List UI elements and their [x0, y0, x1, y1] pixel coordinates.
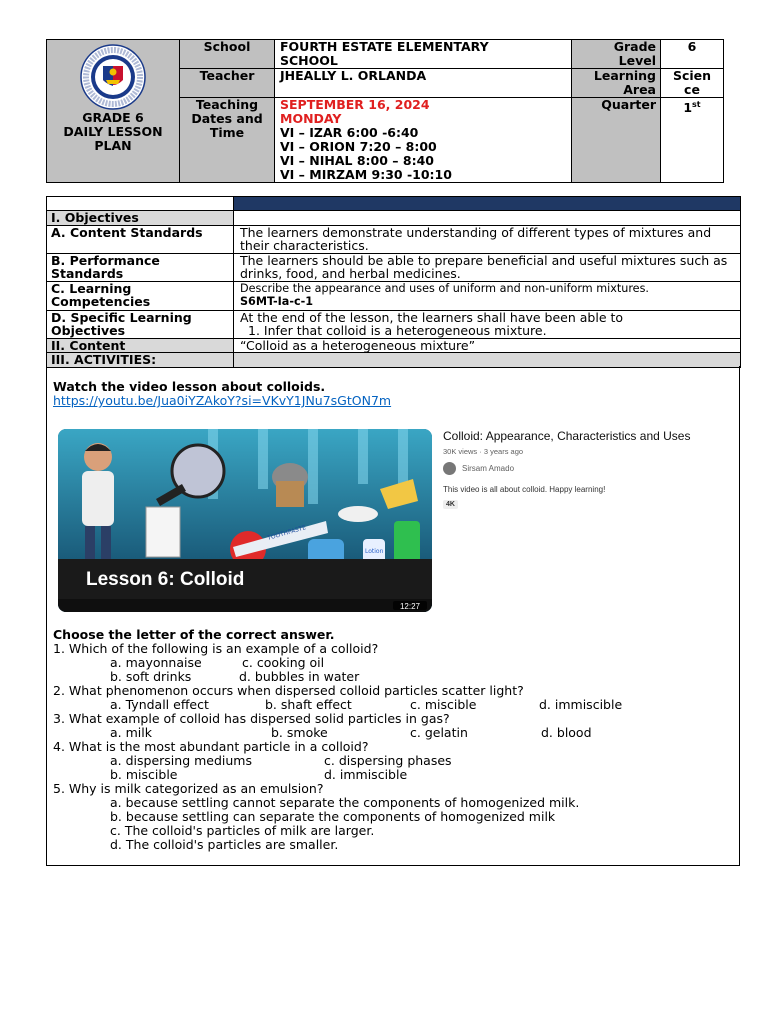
toothpaste-label: TOOTHPASTE [266, 524, 307, 542]
question: 4. What is the most abundant particle in a colloid? [53, 739, 369, 754]
lotion-label: Lotion [365, 548, 384, 555]
channel-name: Sirsam Amado [462, 464, 515, 473]
thumbnail-title: Lesson 6: Colloid [86, 569, 245, 590]
option: b. shaft effect [265, 697, 352, 712]
option-row [53, 754, 733, 768]
schedule-item: VI – IZAR 6:00 -6:40 [280, 125, 419, 140]
content-standards-value: The learners demonstrate understanding of different types of mixtures and their characteristics. [234, 225, 741, 253]
option: a. because settling cannot separate the components of homogenized milk. [110, 795, 580, 810]
option: b. because settling can separate the components of homogenized milk [110, 809, 556, 824]
option: b. smoke [271, 725, 328, 740]
schedule-item: VI – NIHAL 8:00 – 8:40 [280, 153, 434, 168]
quality-badge: 4K [443, 500, 458, 509]
video-meta: 30K views · 3 years ago [443, 447, 524, 456]
quarter-value: 1st [661, 98, 724, 183]
option: c. The colloid's particles of milk are larger. [110, 823, 375, 838]
question: 2. What phenomenon occurs when dispersed colloid particles scatter light? [53, 683, 524, 698]
option: a. mayonnaise [110, 655, 202, 670]
option-row [53, 656, 733, 670]
school-label: School [180, 40, 275, 69]
objectives-blank [234, 211, 741, 226]
option: c. dispersing phases [324, 753, 452, 768]
quarter-label: Quarter [572, 98, 661, 183]
option: d. bubbles in water [239, 669, 360, 684]
option-row [53, 698, 733, 712]
option: d. immiscible [324, 767, 408, 782]
option: a. milk [110, 725, 152, 740]
quiz [53, 628, 733, 852]
specific-objectives-value: At the end of the lesson, the learners shall have been able to 1. Infer that colloid is a heterogeneous mixture. [234, 310, 741, 338]
plan-title: GRADE 6 DAILY LESSON PLAN [63, 110, 163, 153]
teacher-value: JHEALLY L. ORLANDA [275, 69, 572, 98]
header-table [46, 39, 724, 183]
content-heading: II. Content [47, 338, 234, 353]
quiz-instruction: Choose the letter of the correct answer. [53, 627, 335, 642]
navy-header-bar [234, 197, 741, 211]
option-row [53, 670, 733, 684]
school-value: FOURTH ESTATE ELEMENTARY SCHOOL [275, 40, 572, 69]
dates-label: Teaching Dates and Time [180, 98, 275, 183]
teacher-label: Teacher [180, 69, 275, 98]
competency-code: S6MT-Ia-c-1 [240, 294, 314, 308]
watch-instruction: Watch the video lesson about colloids. [53, 379, 326, 394]
deped-seal-icon [80, 44, 146, 110]
option: d. immiscible [539, 697, 623, 712]
competencies-label: C. Learning Competencies [47, 281, 234, 310]
question: 3. What example of colloid has dispersed solid particles in gas? [53, 711, 450, 726]
thumbnail-illustration [58, 429, 432, 612]
objectives-heading: I. Objectives [47, 211, 234, 226]
area-value: Scien ce [661, 69, 724, 98]
video-thumbnail[interactable] [58, 429, 432, 612]
channel-avatar [443, 462, 456, 475]
grade-label: Grade Level [572, 40, 661, 69]
video-info [443, 429, 743, 509]
performance-standards-value: The learners should be able to prepare beneficial and useful mixtures such as drinks, food, and herbal medicines. [234, 253, 741, 281]
specific-objectives-label: D. Specific Learning Objectives [47, 310, 234, 338]
option: c. gelatin [410, 725, 468, 740]
objective-item: 1. Infer that colloid is a heterogeneous mixture. [248, 323, 547, 338]
content-value: “Colloid as a heterogeneous mixture” [234, 338, 741, 353]
logo-cell [47, 40, 180, 183]
date: SEPTEMBER 16, 2024 [280, 97, 430, 112]
area-label: Learning Area [572, 69, 661, 98]
video-link[interactable]: https://youtu.be/Jua0iYZAkoY?si=VKvY1JNu7sGtON7m [53, 393, 392, 408]
option: d. The colloid's particles are smaller. [110, 837, 339, 852]
video-title[interactable]: Colloid: Appearance, Characteristics and Uses [443, 429, 691, 443]
content-standards-label: A. Content Standards [47, 225, 234, 253]
day: MONDAY [280, 111, 342, 126]
schedule-item: VI – ORION 7:20 – 8:00 [280, 139, 437, 154]
video-duration: 12:27 [399, 602, 421, 611]
activities-heading: III. ACTIVITIES: [47, 353, 234, 368]
option: b. miscible [110, 767, 178, 782]
option-row [53, 768, 733, 782]
option: c. cooking oil [242, 655, 325, 670]
video-description: This video is all about colloid. Happy learning! [443, 485, 606, 494]
question: 1. Which of the following is an example of a colloid? [53, 641, 379, 656]
plan-table [46, 196, 741, 368]
competencies-value: Describe the appearance and uses of uniform and non-uniform mixtures. S6MT-Ia-c-1 [234, 281, 741, 310]
schedule-item: VI – MIRZAM 9:30 -10:10 [280, 167, 452, 182]
option: d. blood [541, 725, 592, 740]
option: a. dispersing mediums [110, 753, 252, 768]
dates-value [275, 98, 572, 183]
question: 5. Why is milk categorized as an emulsion? [53, 781, 324, 796]
blank-cell [47, 197, 234, 211]
performance-standards-label: B. Performance Standards [47, 253, 234, 281]
option: a. Tyndall effect [110, 697, 209, 712]
option: b. soft drinks [110, 669, 192, 684]
activity-section [46, 366, 740, 866]
activities-blank [234, 353, 741, 368]
grade-value: 6 [661, 40, 724, 69]
channel[interactable] [443, 462, 743, 475]
option: c. miscible [410, 697, 477, 712]
option-row [53, 726, 733, 740]
